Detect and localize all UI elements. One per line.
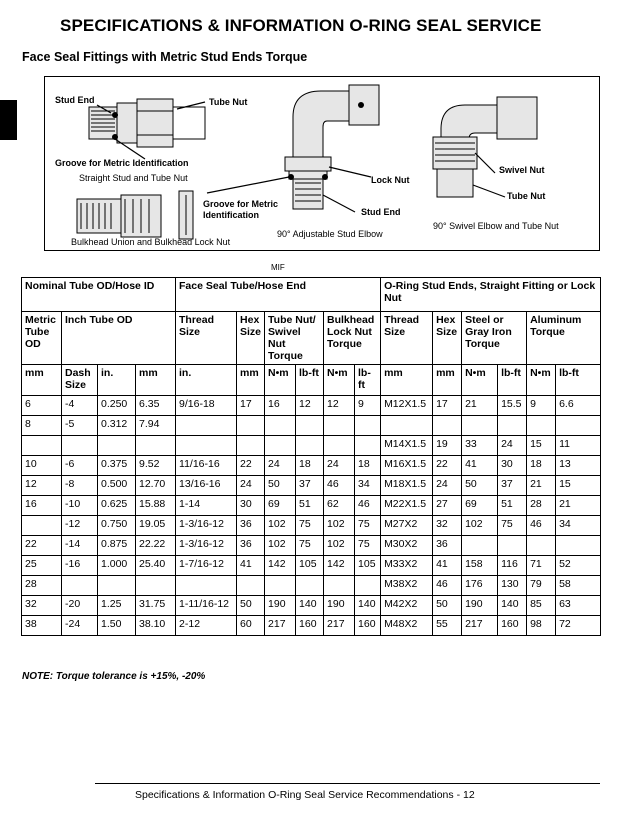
table-cell: 50 [265,476,296,496]
group-header-o-ring: O-Ring Stud Ends, Straight Fitting or Lock Nut [381,278,601,312]
table-cell: 46 [324,476,355,496]
table-row [22,476,601,496]
figure-code: MIF [271,263,285,272]
table-cell: 28 [22,576,62,596]
table-cell: 22.22 [136,536,176,556]
table-cell: 142 [265,556,296,576]
table-cell: 41 [237,556,265,576]
table-cell: 22 [237,456,265,476]
table-cell: 6.35 [136,396,176,416]
table-cell: 1-11/16-12 [176,596,237,616]
table-cell: 9/16-18 [176,396,237,416]
table-cell: 28 [527,496,556,516]
table-cell: 217 [324,616,355,636]
table-cell: 15 [527,436,556,456]
label-stud-end: Stud End [55,95,95,105]
table-cell [462,536,498,556]
page-footer: Specifications & Information O-Ring Seal Service Recommendations - 12 [135,789,475,801]
table-cell: M42X2 [381,596,433,616]
table-cell [462,416,498,436]
table-cell: M27X2 [381,516,433,536]
table-cell: 33 [462,436,498,456]
table-cell: 102 [324,516,355,536]
table-cell: 0.625 [98,496,136,516]
table-row [22,516,601,536]
table-cell: 0.875 [98,536,136,556]
header-inch-tube-od: Inch Tube OD [62,312,176,365]
table-cell: 46 [433,576,462,596]
table-cell: 21 [462,396,498,416]
table-cell: -5 [62,416,98,436]
table-cell: 102 [324,536,355,556]
group-header-face-seal: Face Seal Tube/Hose End [176,278,381,312]
table-cell: 13 [556,456,601,476]
footer-rule [95,783,600,784]
table-cell: 2-12 [176,616,237,636]
table-cell: 130 [498,576,527,596]
table-cell [237,576,265,596]
table-cell: 36 [237,536,265,556]
table-cell [62,576,98,596]
o-ring-icon [322,174,328,180]
table-cell [498,536,527,556]
table-cell: 24 [498,436,527,456]
table-cell: 11/16-16 [176,456,237,476]
fittings-figure [44,76,600,251]
label-lock-nut: Lock Nut [371,175,410,185]
unit-cell: in. [176,365,237,396]
table-cell [98,576,136,596]
unit-cell: lb-ft [296,365,324,396]
table-cell: 116 [498,556,527,576]
table-cell [265,436,296,456]
table-cell: 18 [527,456,556,476]
o-ring-icon [112,112,118,118]
unit-cell: mm [433,365,462,396]
table-cell: 24 [265,456,296,476]
table-cell: 63 [556,596,601,616]
table-cell: 22 [22,536,62,556]
table-row [22,596,601,616]
bulkhead-union-drawing [77,191,193,239]
table-cell: 27 [433,496,462,516]
table-cell: 24 [433,476,462,496]
table-cell: 102 [265,516,296,536]
table-cell: 21 [556,496,601,516]
table-cell: 15.5 [498,396,527,416]
table-cell: 6.6 [556,396,601,416]
table-cell: 19.05 [136,516,176,536]
table-row [22,436,601,456]
table-cell: M22X1.5 [381,496,433,516]
table-cell: 69 [462,496,498,516]
table-cell: 105 [296,556,324,576]
caption-bulkhead-union: Bulkhead Union and Bulkhead Lock Nut [71,237,231,247]
table-cell [324,576,355,596]
table-cell: -6 [62,456,98,476]
table-cell: 9 [527,396,556,416]
table-cell [527,536,556,556]
table-cell: 55 [433,616,462,636]
table-cell: -14 [62,536,98,556]
table-cell [136,436,176,456]
table-cell: 46 [355,496,381,516]
unit-cell: in. [98,365,136,396]
table-cell: 190 [462,596,498,616]
table-cell: 1-7/16-12 [176,556,237,576]
table-cell: 18 [355,456,381,476]
table-body [22,396,601,636]
table-cell: 32 [22,596,62,616]
table-cell: 16 [265,396,296,416]
label-identification-elbow: Identification [203,210,259,220]
unit-cell: N•m [462,365,498,396]
table-cell: 1.25 [98,596,136,616]
unit-cell: N•m [527,365,556,396]
table-cell: 1-3/16-12 [176,536,237,556]
table-cell: 142 [324,556,355,576]
label-groove-metric: Groove for Metric Identification [55,158,189,168]
table-cell [433,416,462,436]
table-row [22,556,601,576]
table-cell: 75 [296,516,324,536]
table-cell [265,416,296,436]
label-tube-nut-swivel: Tube Nut [507,191,546,201]
table-cell [176,436,237,456]
table-cell: 69 [265,496,296,516]
table-cell: 34 [355,476,381,496]
header-tube-nut-torque: Tube Nut/ Swivel Nut Torque [265,312,324,365]
adjustable-elbow-drawing [285,85,379,209]
unit-cell: mm [237,365,265,396]
table-cell: 140 [498,596,527,616]
caption-adjustable-elbow: 90° Adjustable Stud Elbow [277,229,383,239]
table-row [22,456,601,476]
header-metric-tube-od: Metric Tube OD [22,312,62,365]
table-cell [237,416,265,436]
table-cell: -8 [62,476,98,496]
torque-tolerance-note: NOTE: Torque tolerance is +15%, -20% [22,671,206,682]
table-cell [176,576,237,596]
table-cell: 50 [237,596,265,616]
unit-cell: N•m [324,365,355,396]
table-cell: 36 [433,536,462,556]
group-header-nominal: Nominal Tube OD/Hose ID [22,278,176,312]
table-cell: 9 [355,396,381,416]
table-cell: -20 [62,596,98,616]
table-cell: M14X1.5 [381,436,433,456]
table-cell: 190 [324,596,355,616]
table-cell: 158 [462,556,498,576]
table-cell: 1-14 [176,496,237,516]
unit-cell: lb-ft [556,365,601,396]
table-cell: 98 [527,616,556,636]
table-cell: 52 [556,556,601,576]
table-cell: M33X2 [381,556,433,576]
table-row [22,536,601,556]
table-cell: -12 [62,516,98,536]
table-cell [98,436,136,456]
table-cell: 71 [527,556,556,576]
table-cell: 38 [22,616,62,636]
table-cell: 1.50 [98,616,136,636]
header-thread-size: Thread Size [176,312,237,365]
table-cell: M18X1.5 [381,476,433,496]
table-cell [324,416,355,436]
table-cell: 217 [462,616,498,636]
swivel-elbow-drawing [433,97,537,197]
torque-spec-table [21,277,601,636]
table-cell: 12 [22,476,62,496]
table-cell: 6 [22,396,62,416]
table-cell: 75 [498,516,527,536]
table-cell: 37 [296,476,324,496]
table-cell: 37 [498,476,527,496]
unit-row [22,365,601,396]
header-stud-hex-size: Hex Size [433,312,462,365]
table-cell: 1.000 [98,556,136,576]
table-row [22,616,601,636]
table-cell [355,576,381,596]
table-cell: -4 [62,396,98,416]
table-cell: 32 [433,516,462,536]
table-cell: 51 [296,496,324,516]
unit-cell: Dash Size [62,365,98,396]
table-cell: 176 [462,576,498,596]
label-stud-end-elbow: Stud End [361,207,401,217]
table-cell: 140 [355,596,381,616]
table-cell: M38X2 [381,576,433,596]
table-cell: -24 [62,616,98,636]
table-cell: 34 [556,516,601,536]
table-cell: 24 [237,476,265,496]
table-cell: 17 [433,396,462,416]
table-cell: -10 [62,496,98,516]
table-cell: 0.500 [98,476,136,496]
table-cell: 0.750 [98,516,136,536]
table-cell [62,436,98,456]
header-stud-thread-size: Thread Size [381,312,433,365]
table-cell [498,416,527,436]
table-cell: 0.312 [98,416,136,436]
section-tab-marker [0,100,17,140]
unit-cell: N•m [265,365,296,396]
table-cell: 13/16-16 [176,476,237,496]
caption-swivel-elbow: 90° Swivel Elbow and Tube Nut [433,221,559,231]
table-row [22,396,601,416]
unit-cell: mm [22,365,62,396]
table-cell [136,576,176,596]
table-cell: 18 [296,456,324,476]
table-cell: 41 [462,456,498,476]
table-cell: 51 [498,496,527,516]
table-cell: 8 [22,416,62,436]
label-swivel-nut: Swivel Nut [499,165,545,175]
table-cell: 160 [296,616,324,636]
table-cell: 50 [433,596,462,616]
unit-cell: lb-ft [498,365,527,396]
table-cell: M48X2 [381,616,433,636]
table-cell: 36 [237,516,265,536]
table-cell [22,516,62,536]
table-cell [22,436,62,456]
caption-straight-stud: Straight Stud and Tube Nut [79,173,188,183]
table-cell [176,416,237,436]
table-cell: 75 [355,516,381,536]
table-cell [355,436,381,456]
table-cell: 50 [462,476,498,496]
table-cell [324,436,355,456]
header-bulkhead-torque: Bulkhead Lock Nut Torque [324,312,381,365]
table-cell: M30X2 [381,536,433,556]
table-cell: 190 [265,596,296,616]
table-cell: 25.40 [136,556,176,576]
table-cell: 60 [237,616,265,636]
header-steel-torque: Steel or Gray Iron Torque [462,312,527,365]
page-title: SPECIFICATIONS & INFORMATION O-RING SEAL SERVICE [60,16,542,35]
table-cell [296,416,324,436]
table-cell: 25 [22,556,62,576]
table-cell: 75 [355,536,381,556]
table-cell: 12 [324,396,355,416]
table-cell: 75 [296,536,324,556]
header-hex-size: Hex Size [237,312,265,365]
table-cell [355,416,381,436]
table-cell [265,576,296,596]
table-cell: 62 [324,496,355,516]
table-cell: 72 [556,616,601,636]
table-cell: 9.52 [136,456,176,476]
table-cell: 24 [324,456,355,476]
unit-cell: mm [381,365,433,396]
unit-cell: mm [136,365,176,396]
header-aluminum-torque: Aluminum Torque [527,312,601,365]
table-cell: 217 [265,616,296,636]
section-heading: Face Seal Fittings with Metric Stud Ends Torque [22,50,308,64]
table-cell: 160 [355,616,381,636]
table-cell [381,416,433,436]
o-ring-icon [358,102,364,108]
label-tube-nut: Tube Nut [209,97,248,107]
table-cell: 15.88 [136,496,176,516]
table-cell: 85 [527,596,556,616]
sub-header-row [22,312,601,365]
unit-cell: lb-ft [355,365,381,396]
table-cell: 0.250 [98,396,136,416]
table-cell: 7.94 [136,416,176,436]
label-groove-metric-elbow: Groove for Metric [203,199,279,209]
table-cell: 41 [433,556,462,576]
table-cell: 30 [498,456,527,476]
table-cell: 21 [527,476,556,496]
table-row [22,576,601,596]
table-cell [237,436,265,456]
table-cell [556,536,601,556]
table-cell [556,416,601,436]
table-cell: 140 [296,596,324,616]
table-cell: 10 [22,456,62,476]
table-cell: M12X1.5 [381,396,433,416]
table-cell: 19 [433,436,462,456]
group-header-row [22,278,601,312]
table-cell: 11 [556,436,601,456]
table-cell [527,416,556,436]
table-cell [296,576,324,596]
table-cell: 16 [22,496,62,516]
table-row [22,416,601,436]
table-cell: 1-3/16-12 [176,516,237,536]
table-cell: 15 [556,476,601,496]
table-cell: 12 [296,396,324,416]
table-cell: 30 [237,496,265,516]
table-cell: 12.70 [136,476,176,496]
table-row [22,496,601,516]
table-cell: -16 [62,556,98,576]
table-cell: 0.375 [98,456,136,476]
table-cell: 46 [527,516,556,536]
table-cell: 31.75 [136,596,176,616]
table-cell: 160 [498,616,527,636]
table-cell: 102 [265,536,296,556]
table-cell [296,436,324,456]
table-cell: M16X1.5 [381,456,433,476]
table-cell: 79 [527,576,556,596]
table-cell: 17 [237,396,265,416]
table-cell: 22 [433,456,462,476]
table-cell: 102 [462,516,498,536]
table-cell: 105 [355,556,381,576]
table-cell: 38.10 [136,616,176,636]
table-cell: 58 [556,576,601,596]
